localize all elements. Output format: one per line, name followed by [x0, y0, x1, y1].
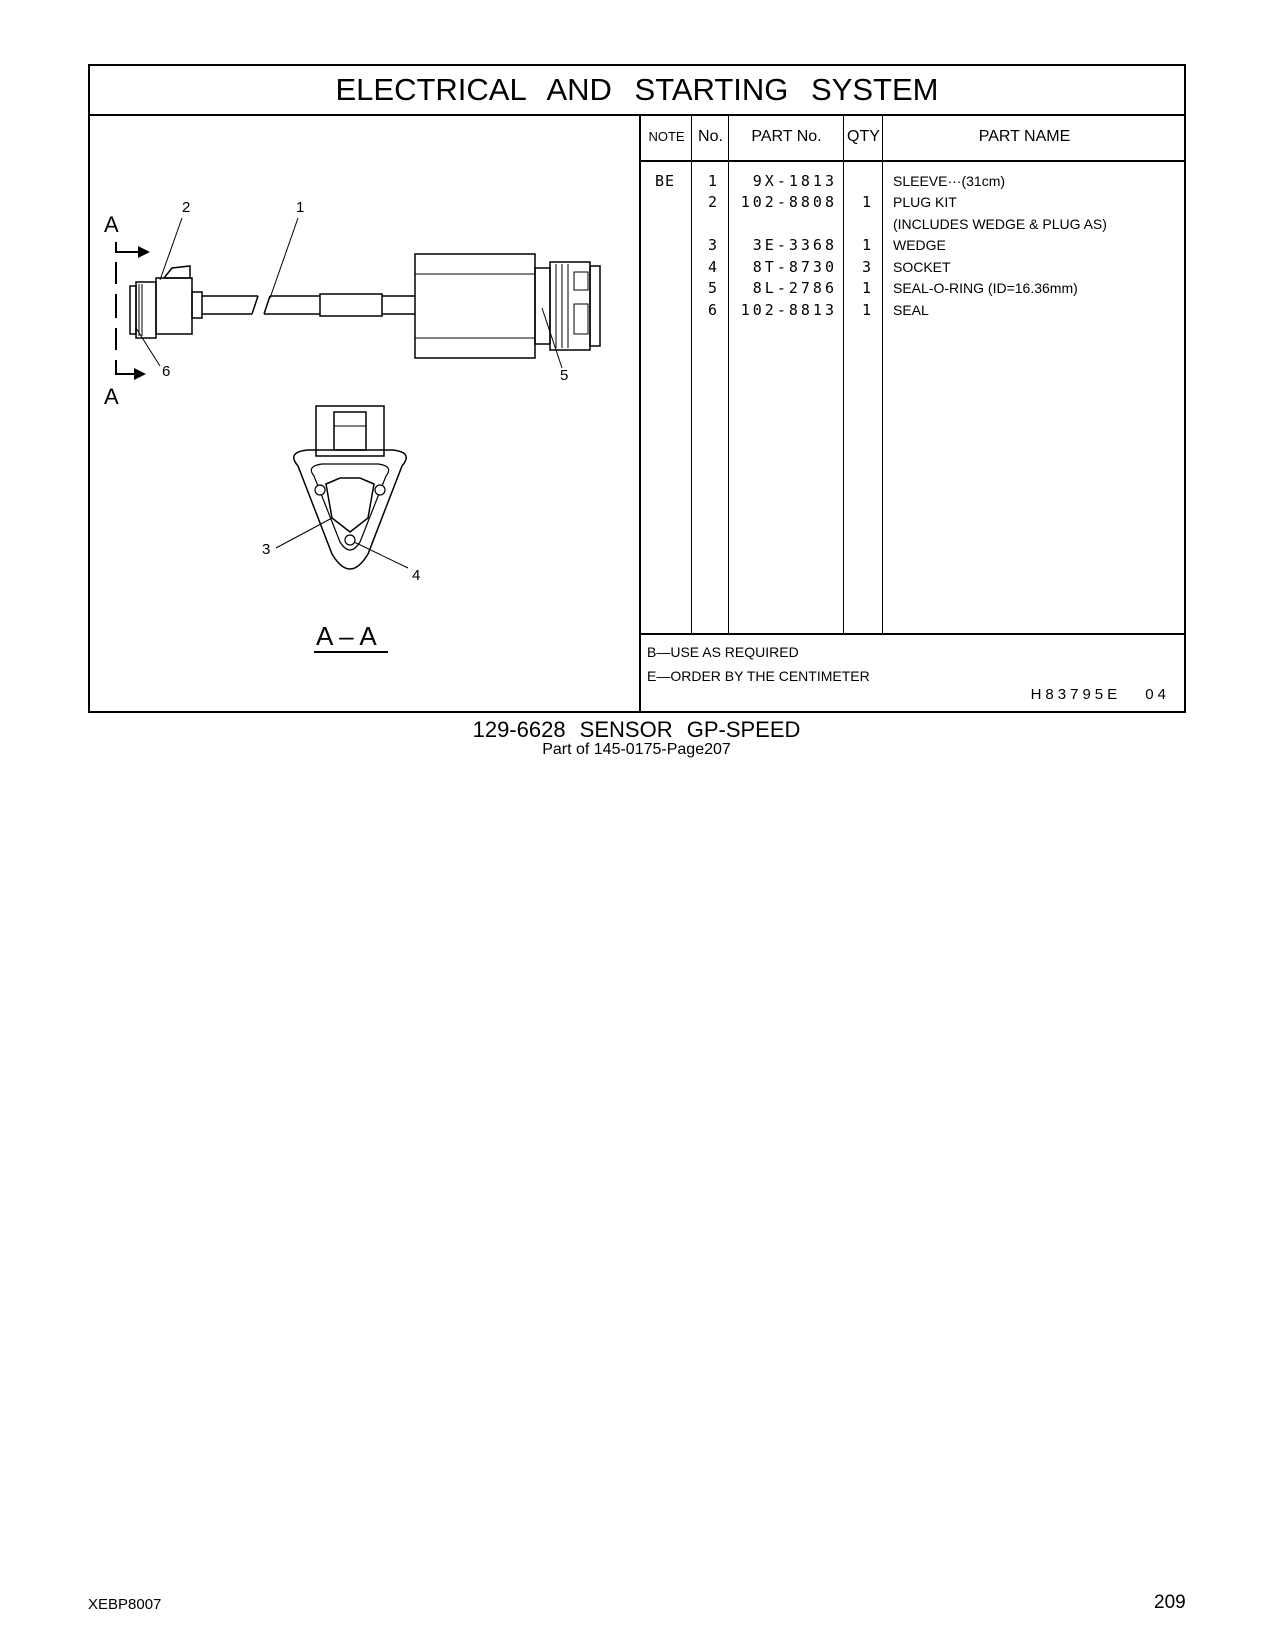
row-item-number: 4	[707, 258, 720, 276]
figure-reference: H83795E 04	[1030, 686, 1170, 703]
sensor-illustration	[90, 114, 639, 713]
section-view-label: A – A	[316, 621, 377, 651]
row-item-number: 6	[707, 301, 720, 319]
row-note: BE	[655, 172, 676, 190]
page-title: ELECTRICAL AND STARTING SYSTEM	[90, 66, 1184, 116]
row-quantity: 1	[861, 236, 874, 254]
row-quantity: 3	[861, 258, 874, 276]
row-part-name: WEDGE	[893, 237, 946, 253]
row-part-number: 102-8808	[740, 193, 837, 211]
row-part-name: (INCLUDES WEDGE & PLUG AS)	[893, 216, 1107, 232]
table-row	[641, 191, 1186, 213]
col-part-number-header: PART No.	[751, 128, 822, 145]
table-row	[641, 170, 1186, 192]
col-qty-header: QTY	[847, 128, 880, 145]
table-row	[641, 234, 1186, 256]
table-header	[641, 114, 1186, 162]
row-note	[655, 277, 691, 299]
publication-number: XEBP8007	[88, 1596, 162, 1613]
callout-6: 6	[162, 363, 171, 380]
callout-1: 1	[296, 199, 305, 216]
row-item-number: 3	[707, 236, 720, 254]
row-quantity	[844, 213, 874, 235]
note-e: E—ORDER BY THE CENTIMETER	[647, 668, 870, 684]
row-quantity	[844, 170, 874, 192]
row-quantity: 1	[861, 193, 874, 211]
row-part-name: SOCKET	[893, 259, 951, 275]
table-row	[641, 256, 1186, 278]
row-item-number: 2	[707, 193, 720, 211]
table-row	[641, 277, 1186, 299]
col-no-header: No.	[698, 128, 723, 145]
section-mark-top: A	[104, 212, 119, 237]
row-note	[655, 256, 691, 278]
row-part-name: SEAL-O-RING (ID=16.36mm)	[893, 280, 1078, 296]
row-item-number	[692, 213, 720, 235]
callout-5: 5	[560, 367, 569, 384]
callout-4: 4	[412, 567, 421, 584]
page-number: 209	[1154, 1592, 1186, 1613]
row-part-number: 3E-3368	[752, 236, 837, 254]
row-part-number: 102-8813	[740, 301, 837, 319]
row-quantity: 1	[861, 301, 874, 319]
row-quantity: 1	[861, 279, 874, 297]
callout-2: 2	[182, 199, 191, 216]
row-part-number: 9X-1813	[752, 172, 837, 190]
row-part-number: 8T-8730	[752, 258, 837, 276]
col-part-name-header: PART NAME	[978, 128, 1071, 145]
row-note	[655, 299, 691, 321]
section-mark-bottom: A	[104, 384, 119, 409]
parts-page-frame	[88, 64, 1186, 713]
col-note-header: NOTE	[648, 129, 685, 144]
part-subcaption: Part of 145-0175-Page207	[542, 741, 731, 758]
row-item-number: 1	[707, 172, 720, 190]
row-note	[655, 191, 691, 213]
row-part-number	[733, 213, 837, 235]
note-b: B—USE AS REQUIRED	[647, 644, 799, 660]
part-caption: 129-6628 SENSOR GP-SPEED	[472, 717, 801, 742]
parts-table	[641, 114, 1186, 713]
row-note	[655, 234, 691, 256]
row-part-number: 8L-2786	[752, 279, 837, 297]
row-part-name: SEAL	[893, 302, 929, 318]
table-row	[641, 299, 1186, 321]
table-row	[641, 213, 1186, 235]
callout-3: 3	[262, 541, 271, 558]
sensor-drawing	[90, 114, 639, 713]
row-part-name: PLUG KIT	[893, 194, 957, 210]
row-note	[655, 213, 691, 235]
row-item-number: 5	[707, 279, 720, 297]
row-part-name: SLEEVE···(31cm)	[893, 173, 1006, 189]
